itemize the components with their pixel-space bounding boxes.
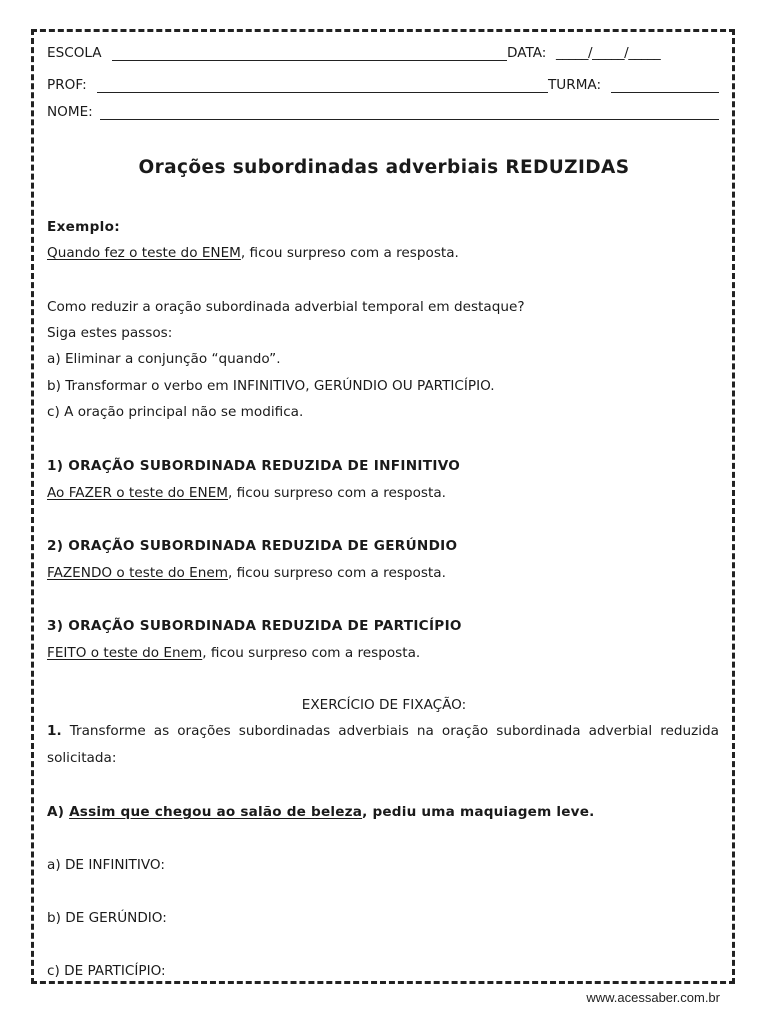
answer-gerundio[interactable]: b) DE GERÚNDIO: [47,910,167,926]
section-3-rest: , ficou surpreso com a resposta. [202,645,421,661]
turma-field[interactable] [611,92,719,93]
data-label: DATA: [507,45,547,61]
example-underlined: Quando fez o teste do ENEM [47,245,241,261]
exercise-heading: EXERCÍCIO DE FIXAÇÃO: [301,697,467,713]
nome-field[interactable] [100,119,719,120]
section-1-rest: , ficou surpreso com a resposta. [228,485,446,501]
section-3-heading: 3) ORAÇÃO SUBORDINADA REDUZIDA DE PARTICÍPIO [47,618,462,634]
answer-infinitivo[interactable]: a) DE INFINITIVO: [47,857,165,873]
example-label: Exemplo: [47,219,121,235]
turma-label: TURMA: [548,77,602,93]
footer-website-link[interactable]: www.acessaber.com.br [586,990,720,1005]
exercise-item-rest: , pediu uma maquiagem leve. [362,804,595,820]
data-field[interactable]: _____/_____/_____ [556,45,661,61]
section-2-rest: , ficou surpreso com a resposta. [227,565,446,581]
answer-participio[interactable]: c) DE PARTICÍPIO: [47,963,166,979]
section-3-underlined: FEITO o teste do Enem [47,645,203,661]
prof-field[interactable] [97,92,548,93]
exercise-item [47,804,595,820]
example-rest: , ficou surpreso com a resposta. [240,245,459,261]
section-2-heading: 2) ORAÇÃO SUBORDINADA REDUZIDA DE GERÚNDIO [47,538,458,554]
exercise-instruction-block [47,718,719,772]
section-1-sentence [47,485,446,501]
prof-label: PROF: [47,77,87,93]
section-3-sentence [47,645,420,661]
steps-question: Como reduzir a oração subordinada adverbial temporal em destaque? [47,299,525,315]
exercise-number: 1. [47,723,62,739]
example-sentence [47,245,459,261]
section-2-sentence [47,565,446,581]
step-c: c) A oração principal não se modifica. [47,404,304,420]
section-1-heading: 1) ORAÇÃO SUBORDINADA REDUZIDA DE INFINITIVO [47,458,461,474]
exercise-item-underlined: Assim que chegou ao salão de beleza [69,804,363,820]
steps-intro: Siga estes passos: [47,325,173,341]
escola-label: ESCOLA [47,45,102,61]
section-2-underlined: FAZENDO o teste do Enem [47,565,228,581]
step-a: a) Eliminar a conjunção “quando”. [47,351,281,367]
escola-field[interactable] [112,60,507,61]
step-b: b) Transformar o verbo em INFINITIVO, GERÚNDIO OU PARTICÍPIO. [47,378,495,394]
page-title: Orações subordinadas adverbiais REDUZIDAS [138,157,630,178]
exercise-item-label: A) [47,804,65,820]
section-1-underlined: Ao FAZER o teste do ENEM [47,485,229,501]
exercise-instruction: Transforme as orações subordinadas adverbiais na oração subordinada adverbial reduzida solicitada: [47,723,719,766]
nome-label: NOME: [47,104,93,120]
